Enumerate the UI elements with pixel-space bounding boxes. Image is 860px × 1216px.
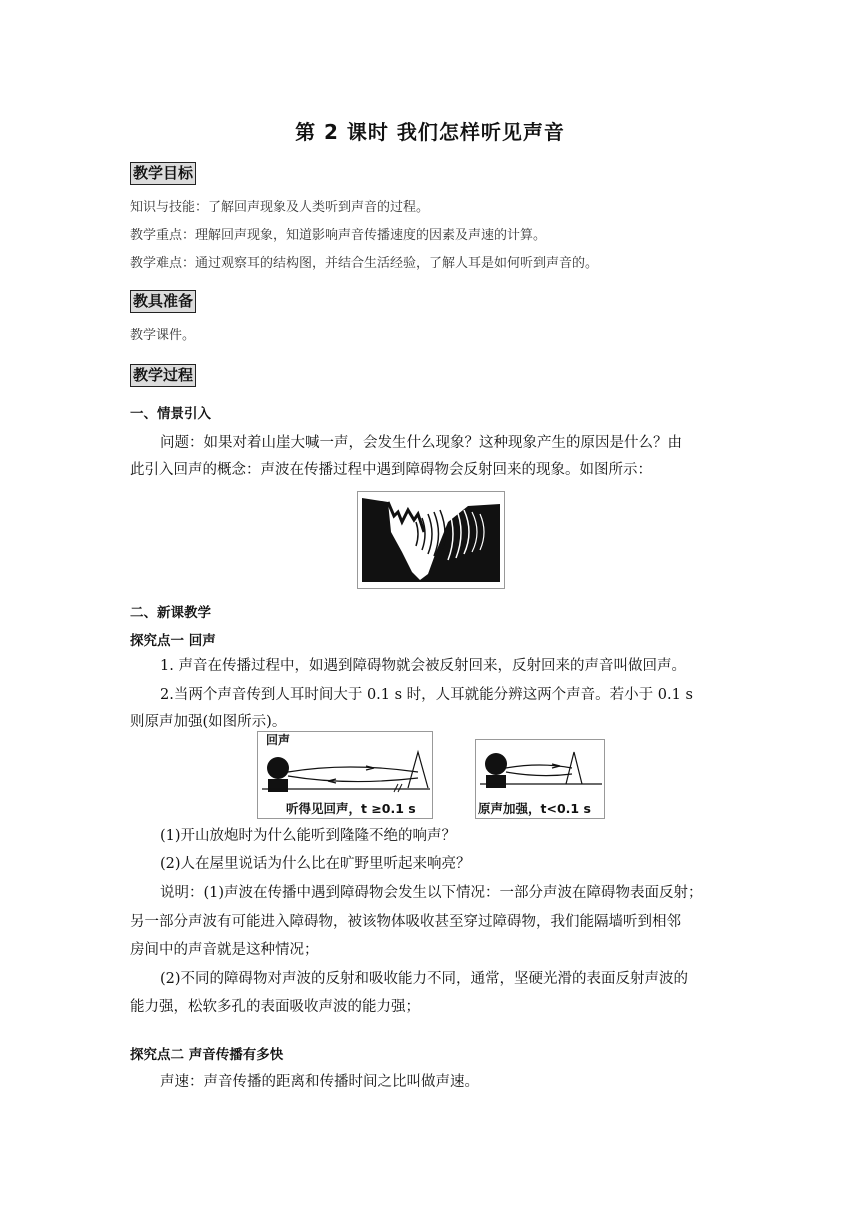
tools-text: 教学课件。 [130, 328, 196, 343]
point1-item2-line2: 则原声加强(如图所示)。 [130, 714, 287, 730]
part1-para-line1: 问题：如果对着山崖大喊一声，会发生什么现象？这种现象产生的原因是什么？由 [160, 435, 682, 451]
question-2: (2)人在屋里说话为什么比在旷野里听起来响亮？ [160, 856, 471, 872]
note2-line2: 能力强，松软多孔的表面吸收声波的能力强； [130, 999, 420, 1015]
point2-heading: 探究点二 声音传播有多快 [130, 1047, 284, 1063]
goal-key-point: 教学重点：理解回声现象，知道影响声音传播速度的因素及声速的计算。 [130, 228, 547, 243]
part1-para-line2: 此引入回声的概念：声波在传播过程中遇到障碍物会反射回来的现象。如图所示： [130, 462, 652, 478]
point1-item1: 1. 声音在传播过程中，如遇到障碍物就会被反射回来，反射回来的声音叫做回声。 [160, 658, 686, 674]
speed-definition: 声速：声音传播的距离和传播时间之比叫做声速。 [160, 1074, 479, 1090]
part1-heading: 一、情景引入 [130, 406, 211, 422]
point1-item2-line1: 2.当两个声音传到人耳时间大于 0.1 s 时，人耳就能分辨这两个声音。若小于 0.1 s [160, 687, 693, 703]
goal-knowledge: 知识与技能：了解回声现象及人类听到声音的过程。 [130, 200, 430, 215]
echo-label: 回声 [266, 733, 291, 747]
echo-figure-left-caption: 听得见回声，t ≥0.1 s [286, 801, 416, 816]
page-title: 第 2 课时 我们怎样听见声音 [295, 120, 565, 144]
question-1: (1)开山放炮时为什么能听到隆隆不绝的响声？ [160, 828, 457, 844]
part2-heading: 二、新课教学 [130, 605, 211, 621]
note2-line1: (2)不同的障碍物对声波的反射和吸收能力不同，通常，坚硬光滑的表面反射声波的 [160, 971, 689, 987]
note1-line1: 说明：(1)声波在传播中遇到障碍物会发生以下情况：一部分声波在障碍物表面反射； [160, 885, 703, 901]
goal-difficulty: 教学难点：通过观察耳的结构图，并结合生活经验，了解人耳是如何听到声音的。 [130, 256, 599, 271]
section-tools-heading: 教具准备 [130, 290, 196, 313]
point1-heading: 探究点一 回声 [130, 633, 216, 649]
note1-line2: 另一部分声波有可能进入障碍物，被该物体吸收甚至穿过障碍物，我们能隔墙听到相邻 [130, 914, 681, 930]
echo-figure-right-caption: 原声加强，t<0.1 s [478, 801, 591, 816]
note1-line3: 房间中的声音就是这种情况； [130, 942, 319, 958]
section-goals-heading: 教学目标 [130, 162, 196, 185]
echo-canyon-image [357, 491, 505, 589]
section-process-heading: 教学过程 [130, 364, 196, 387]
